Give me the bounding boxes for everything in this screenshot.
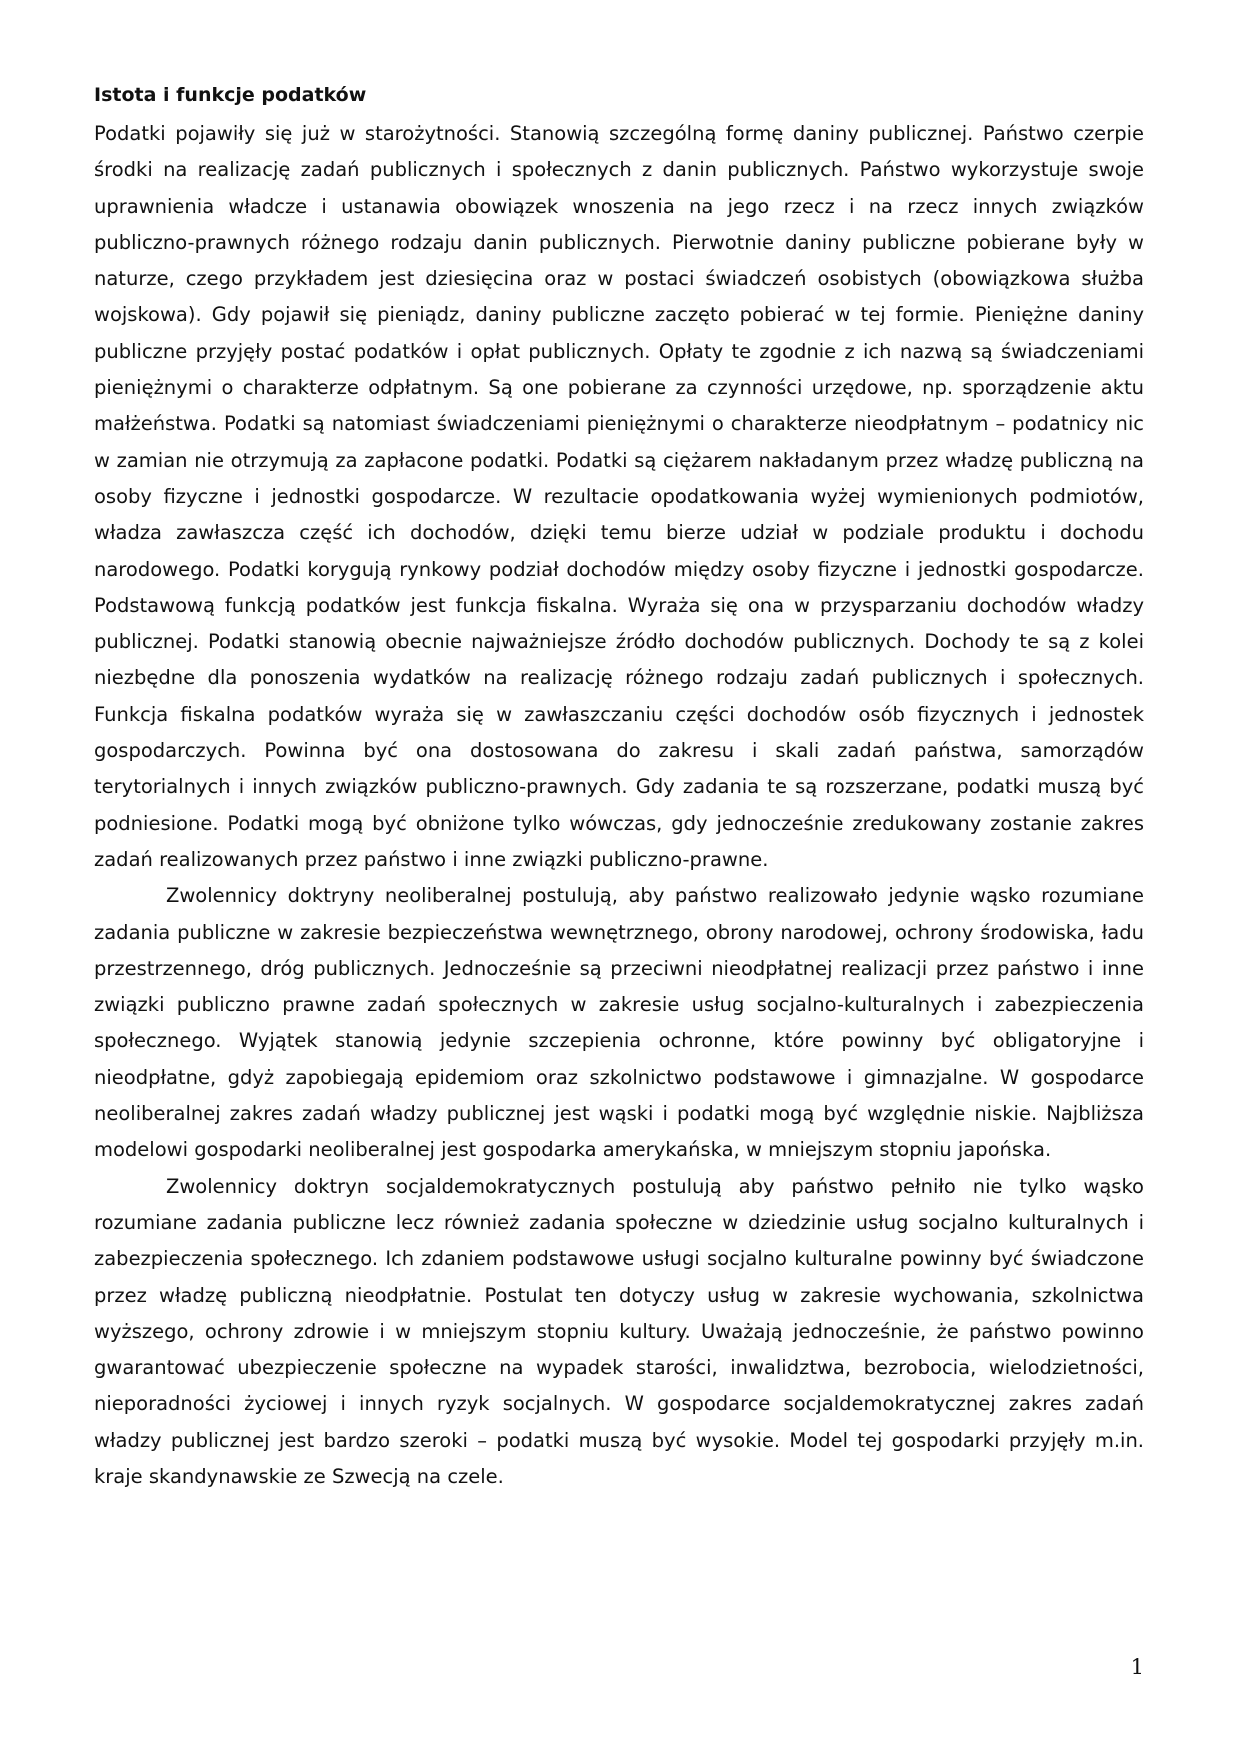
document-body: [94, 80, 1144, 1495]
paragraph-1: Podatki pojawiły się już w starożytności. Stanowią szczególną formę daniny publicznej. Państwo czerpie środki na realizację zadań publicznych i społecznych z danin publicznych. Państwo wykorzystuje swoje uprawnienia władcze i ustanawia obowiązek wnoszenia na jego rzecz i na rzecz innych związków publiczno-prawnych różnego rodzaju danin publicznych. Pierwotnie daniny publiczne pobierane były w naturze, czego przykładem jest dziesięcina oraz w postaci świadczeń osobistych (obowiązkowa służba wojskowa). Gdy pojawił się pieniądz, daniny publiczne zaczęto pobierać w tej formie. Pieniężne daniny publiczne przyjęły postać podatków i opłat publicznych. Opłaty te zgodnie z ich nazwą są świadczeniami pieniężnymi o charakterze odpłatnym. Są one pobierane za czynności urzędowe, np. sporządzenie aktu małżeństwa. Podatki są natomiast świadczeniami pieniężnymi o charakterze nieodpłatnym – podatnicy nic w zamian nie otrzymują za zapłacone podatki. Podatki są ciężarem nakładanym przez władzę publiczną na osoby fizyczne i jednostki gospodarcze. W rezultacie opodatkowania wyżej wymienionych podmiotów, władza zawłaszcza część ich dochodów, dzięki temu bierze udział w podziale produktu i dochodu narodowego. Podatki korygują rynkowy podział dochodów między osoby fizyczne i jednostki gospodarcze. Podstawową funkcją podatków jest funkcja fiskalna. Wyraża się ona w przysparzaniu dochodów władzy publicznej. Podatki stanowią obecnie najważniejsze źródło dochodów publicznych. Dochody te są z kolei niezbędne dla ponoszenia wydatków na realizację różnego rodzaju zadań publicznych i społecznych. Funkcja fiskalna podatków wyraża się w zawłaszczaniu części dochodów osób fizycznych i jednostek gospodarczych. Powinna być ona dostosowana do zakresu i skali zadań państwa, samorządów terytorialnych i innych związków publiczno-prawnych. Gdy zadania te są rozszerzane, podatki muszą być podniesione. Podatki mogą być obniżone tylko wówczas, gdy jednocześnie zredukowany zostanie zakres zadań realizowanych przez państwo i inne związki publiczno-prawne.: [94, 122, 1144, 871]
page-number: 1: [1130, 1655, 1144, 1679]
paragraph-3: Zwolennicy doktryn socjaldemokratycznych postulują aby państwo pełniło nie tylko wąsko rozumiane zadania publiczne lecz również zadania społeczne w dziedzinie usług socjalno kulturalnych i zabezpieczenia społecznego. Ich zdaniem podstawowe usługi socjalno kulturalne powinny być świadczone przez władzę publiczną nieodpłatnie. Postulat ten dotyczy usług w zakresie wychowania, szkolnictwa wyższego, ochrony zdrowie i w mniejszym stopniu kultury. Uważają jednocześnie, że państwo powinno gwarantować ubezpieczenie społeczne na wypadek starości, inwalidztwa, bezrobocia, wielodzietności, nieporadności życiowej i innych ryzyk socjalnych. W gospodarce socjaldemokratycznej zakres zadań władzy publicznej jest bardzo szeroki – podatki muszą być wysokie. Model tej gospodarki przyjęły m.in. kraje skandynawskie ze Szwecją na czele.: [94, 1174, 1144, 1488]
paragraph-2: Zwolennicy doktryny neoliberalnej postulują, aby państwo realizowało jedynie wąsko rozumiane zadania publiczne w zakresie bezpieczeństwa wewnętrznego, obrony narodowej, ochrony środowiska, ładu przestrzennego, dróg publicznych. Jednocześnie są przeciwni nieodpłatnej realizacji przez państwo i inne związki publiczno prawne zadań społecznych w zakresie usług socjalno-kulturalnych i zabezpieczenia społecznego. Wyjątek stanowią jedynie szczepienia ochronne, które powinny być obligatoryjne i nieodpłatne, gdyż zapobiegają epidemiom oraz szkolnictwo podstawowe i gimnazjalne. W gospodarce neoliberalnej zakres zadań władzy publicznej jest wąski i podatki mogą być względnie niskie. Najbliższa modelowi gospodarki neoliberalnej jest gospodarka amerykańska, w mniejszym stopniu japońska.: [94, 884, 1144, 1162]
document-title: Istota i funkcje podatków: [94, 84, 367, 106]
